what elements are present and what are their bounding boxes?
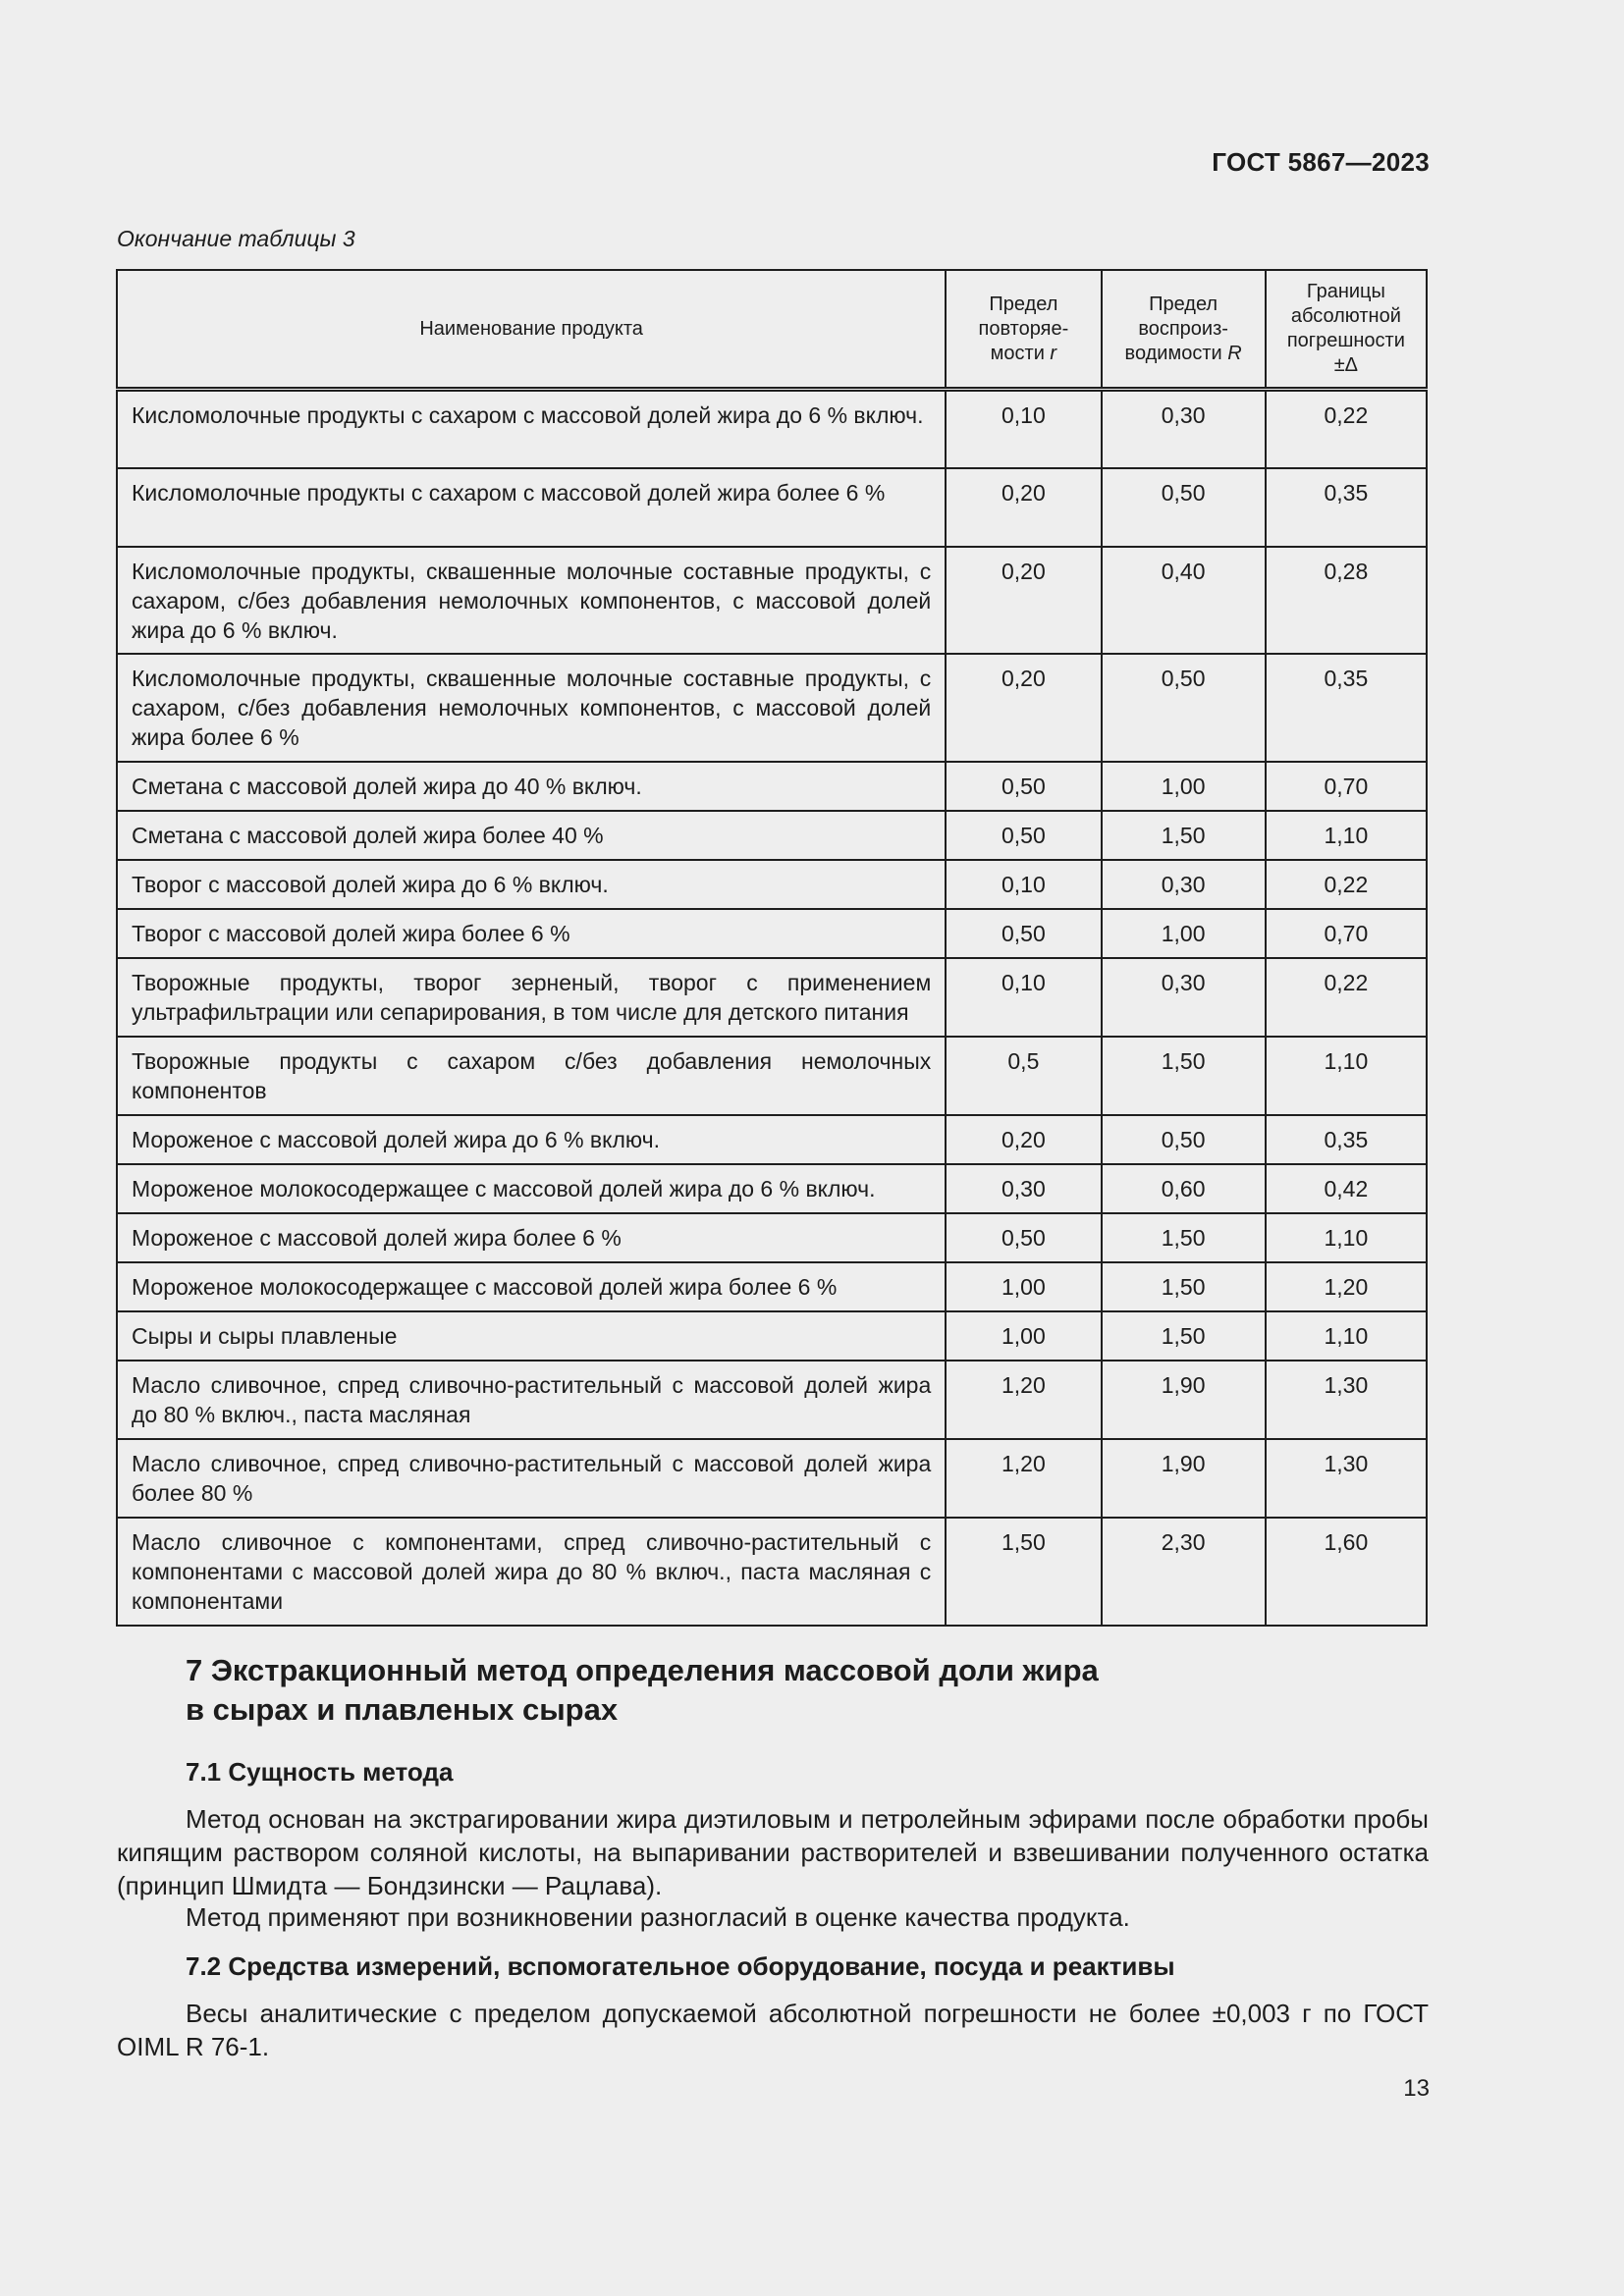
section-7-1-title: 7.1 Сущность метода	[186, 1757, 454, 1787]
reproducibility-cell: 1,00	[1102, 762, 1266, 811]
product-name-cell: Творог с массовой долей жира до 6 % включ.	[117, 860, 946, 909]
repeatability-cell: 0,20	[946, 654, 1101, 762]
error-bound-cell: 0,42	[1266, 1164, 1427, 1213]
error-bound-cell: 0,22	[1266, 860, 1427, 909]
reproducibility-cell: 1,50	[1102, 1311, 1266, 1361]
repeatability-cell: 1,00	[946, 1311, 1101, 1361]
reproducibility-cell: 0,30	[1102, 860, 1266, 909]
table-header-row	[117, 270, 1427, 390]
error-bound-cell: 1,60	[1266, 1518, 1427, 1626]
table-row	[117, 909, 1427, 958]
document-code: ГОСТ 5867—2023	[1212, 147, 1430, 177]
error-bound-cell: 0,70	[1266, 909, 1427, 958]
reproducibility-cell: 1,50	[1102, 1262, 1266, 1311]
product-name-cell: Кисломолочные продукты с сахаром с массовой долей жира до 6 % включ.	[117, 390, 946, 468]
error-bound-cell: 1,30	[1266, 1439, 1427, 1518]
product-name-cell: Масло сливочное, спред сливочно-растительный с массовой долей жира более 80 %	[117, 1439, 946, 1518]
error-bound-cell: 0,70	[1266, 762, 1427, 811]
reproducibility-cell: 0,50	[1102, 654, 1266, 762]
repeatability-cell: 1,20	[946, 1361, 1101, 1439]
product-name-cell: Творожные продукты с сахаром с/без добавления немолочных компонентов	[117, 1037, 946, 1115]
reproducibility-cell: 0,30	[1102, 958, 1266, 1037]
repeatability-cell: 0,10	[946, 390, 1101, 468]
reproducibility-cell: 1,50	[1102, 1037, 1266, 1115]
table-row	[117, 1164, 1427, 1213]
reproducibility-cell: 1,50	[1102, 1213, 1266, 1262]
table-row	[117, 1439, 1427, 1518]
error-bound-cell: 1,10	[1266, 1311, 1427, 1361]
repeatability-cell: 1,20	[946, 1439, 1101, 1518]
table-row	[117, 1361, 1427, 1439]
product-name-cell: Мороженое молокосодержащее с массовой долей жира до 6 % включ.	[117, 1164, 946, 1213]
page-number: 13	[1403, 2075, 1430, 2102]
product-name-cell: Мороженое с массовой долей жира более 6 %	[117, 1213, 946, 1262]
repeatability-cell: 0,10	[946, 860, 1101, 909]
repeatability-cell: 0,5	[946, 1037, 1101, 1115]
table-row	[117, 654, 1427, 762]
reproducibility-cell: 1,90	[1102, 1361, 1266, 1439]
header-product-name: Наименование продукта	[117, 270, 946, 390]
product-name-cell: Масло сливочное с компонентами, спред сливочно-растительный с компонентами с массовой долей жира до 80 % включ., паста масляная с компонентами	[117, 1518, 946, 1626]
data-table	[116, 269, 1428, 1627]
section-7-2-title: 7.2 Средства измерений, вспомогательное оборудование, посуда и реактивы	[186, 1951, 1175, 1981]
error-bound-cell: 0,35	[1266, 468, 1427, 547]
repeatability-cell: 0,20	[946, 547, 1101, 654]
product-name-cell: Творог с массовой долей жира более 6 %	[117, 909, 946, 958]
section-7-2-paragraph-1: Весы аналитические с пределом допускаемой абсолютной погрешности не более ±0,003 г по ГОСТ OIML R 76-1.	[117, 1999, 1429, 2061]
product-name-cell: Мороженое молокосодержащее с массовой долей жира более 6 %	[117, 1262, 946, 1311]
reproducibility-cell: 1,90	[1102, 1439, 1266, 1518]
error-bound-cell: 0,35	[1266, 1115, 1427, 1164]
table-row	[117, 1037, 1427, 1115]
header-repeatability: Предел повторяе- мости r	[946, 270, 1101, 390]
table-row	[117, 1262, 1427, 1311]
error-bound-cell: 1,10	[1266, 1213, 1427, 1262]
error-bound-cell: 1,10	[1266, 811, 1427, 860]
product-name-cell: Сыры и сыры плавленые	[117, 1311, 946, 1361]
product-name-cell: Кисломолочные продукты, сквашенные молочные составные продукты, с сахаром, с/без добавления немолочных компонентов, с массовой долей жира более 6 %	[117, 654, 946, 762]
error-bound-cell: 0,35	[1266, 654, 1427, 762]
product-name-cell: Кисломолочные продукты, сквашенные молочные составные продукты, с сахаром, с/без добавления немолочных компонентов, с массовой долей жира до 6 % включ.	[117, 547, 946, 654]
error-bound-cell: 1,10	[1266, 1037, 1427, 1115]
error-bound-cell: 1,20	[1266, 1262, 1427, 1311]
table-row	[117, 468, 1427, 547]
error-bound-cell: 0,22	[1266, 958, 1427, 1037]
table-row	[117, 1311, 1427, 1361]
reproducibility-cell: 0,30	[1102, 390, 1266, 468]
section-7-title: 7 Экстракционный метод определения массовой доли жира в сырах и плавленых сырах	[186, 1653, 1099, 1727]
reproducibility-cell: 0,50	[1102, 1115, 1266, 1164]
section-7-1-paragraph-2: Метод применяют при возникновении разногласий в оценке качества продукта.	[186, 1902, 1130, 1932]
table-row	[117, 547, 1427, 654]
repeatability-cell: 0,50	[946, 909, 1101, 958]
table-row	[117, 1518, 1427, 1626]
product-name-cell: Масло сливочное, спред сливочно-растительный с массовой долей жира до 80 % включ., паста масляная	[117, 1361, 946, 1439]
header-reproducibility: Предел воспроиз- водимости R	[1102, 270, 1266, 390]
reproducibility-cell: 0,40	[1102, 547, 1266, 654]
repeatability-cell: 0,50	[946, 1213, 1101, 1262]
repeatability-cell: 0,50	[946, 762, 1101, 811]
table-row	[117, 762, 1427, 811]
reproducibility-cell: 2,30	[1102, 1518, 1266, 1626]
repeatability-cell: 0,10	[946, 958, 1101, 1037]
reproducibility-cell: 0,60	[1102, 1164, 1266, 1213]
table-row	[117, 390, 1427, 468]
section-7-1-paragraph-1: Метод основан на экстрагировании жира диэтиловым и петролейным эфирами после обработки пробы кипящим раствором соляной кислоты, на выпаривании растворителей и взвешивании полученного остатка (принцип Шмидта — Бондзински — Рацлава).	[117, 1804, 1429, 1900]
repeatability-cell: 0,20	[946, 468, 1101, 547]
error-bound-cell: 0,28	[1266, 547, 1427, 654]
table-row	[117, 1115, 1427, 1164]
repeatability-cell: 0,30	[946, 1164, 1101, 1213]
header-error-bounds: Границы абсолютной погрешности ±Δ	[1266, 270, 1427, 390]
product-name-cell: Сметана с массовой долей жира более 40 %	[117, 811, 946, 860]
reproducibility-cell: 1,00	[1102, 909, 1266, 958]
table-row	[117, 958, 1427, 1037]
table-caption: Окончание таблицы 3	[117, 226, 355, 251]
reproducibility-cell: 1,50	[1102, 811, 1266, 860]
repeatability-cell: 1,00	[946, 1262, 1101, 1311]
error-bound-cell: 0,22	[1266, 390, 1427, 468]
table-row	[117, 1213, 1427, 1262]
table-row	[117, 860, 1427, 909]
repeatability-cell: 0,20	[946, 1115, 1101, 1164]
repeatability-cell: 0,50	[946, 811, 1101, 860]
product-name-cell: Кисломолочные продукты с сахаром с массовой долей жира более 6 %	[117, 468, 946, 547]
repeatability-cell: 1,50	[946, 1518, 1101, 1626]
product-name-cell: Мороженое с массовой долей жира до 6 % включ.	[117, 1115, 946, 1164]
product-name-cell: Творожные продукты, творог зерненый, творог с применением ультрафильтрации или сепарирования, в том числе для детского питания	[117, 958, 946, 1037]
product-name-cell: Сметана с массовой долей жира до 40 % включ.	[117, 762, 946, 811]
reproducibility-cell: 0,50	[1102, 468, 1266, 547]
table-row	[117, 811, 1427, 860]
error-bound-cell: 1,30	[1266, 1361, 1427, 1439]
